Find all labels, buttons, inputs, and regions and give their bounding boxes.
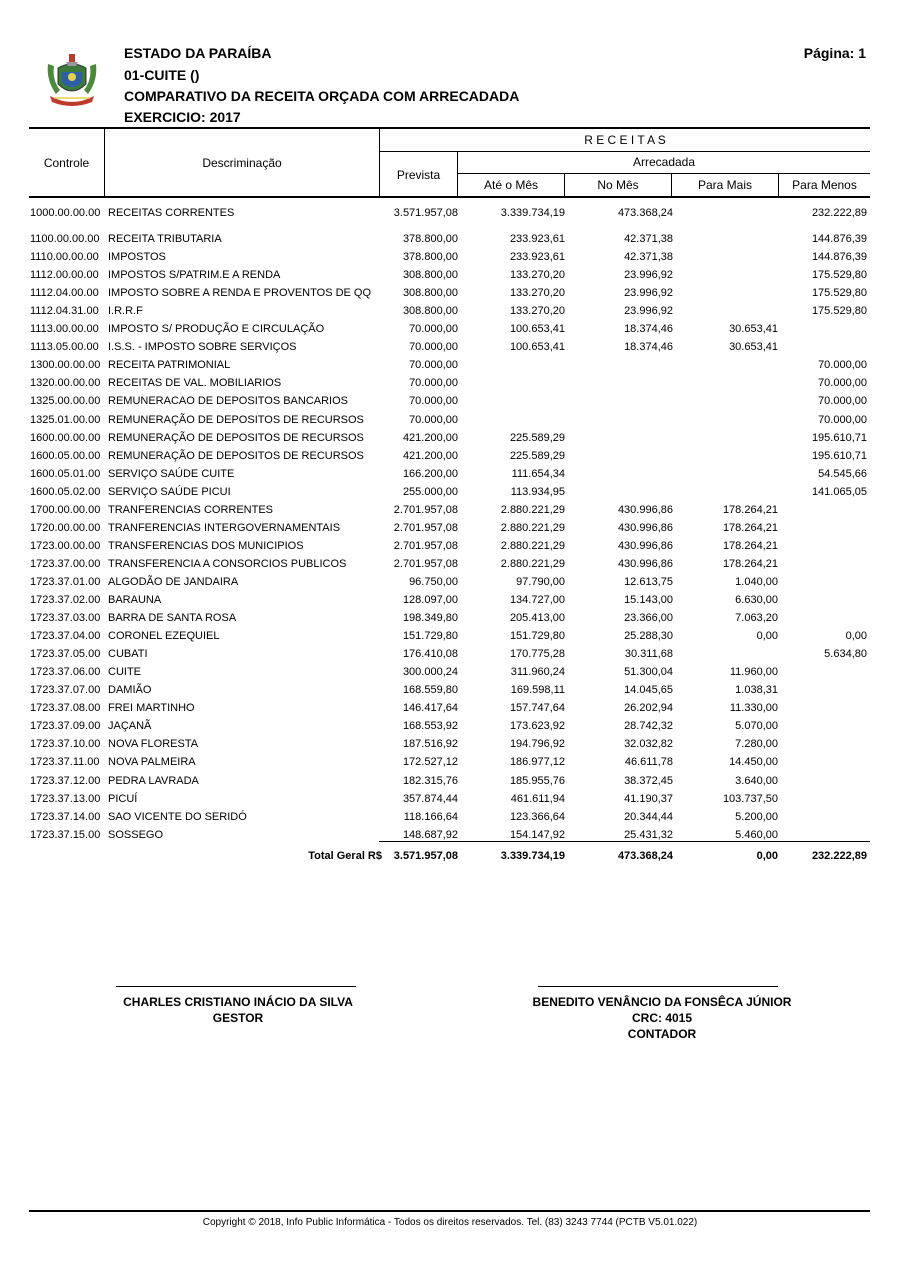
- table-row: [30, 665, 870, 683]
- row-code: 1700.00.00.00: [30, 503, 101, 516]
- table-row: [30, 250, 870, 268]
- row-para-menos: 144.876,39: [811, 251, 867, 264]
- row-description: SOSSEGO: [108, 828, 164, 841]
- row-ate-o-mes: 173.623,92: [509, 720, 565, 733]
- row-code: 1723.37.06.00: [30, 666, 101, 679]
- receitas-divider: [379, 151, 870, 152]
- row-code: 1600.00.00.00: [30, 431, 101, 444]
- row-description: SAO VICENTE DO SERIDÓ: [108, 810, 247, 823]
- report-title: COMPARATIVO DA RECEITA ORÇADA COM ARRECADADA: [124, 88, 520, 104]
- row-para-menos: 54.545,66: [818, 467, 867, 480]
- table-row: [30, 376, 870, 394]
- table-row: [30, 810, 870, 828]
- row-code: 1112.04.31.00: [30, 305, 99, 318]
- row-para-menos: 70.000,00: [818, 359, 867, 372]
- row-code: 1723.37.04.00: [30, 630, 101, 643]
- row-para-menos: 175.529,80: [811, 287, 867, 300]
- row-ate-o-mes: 461.611,94: [510, 792, 565, 805]
- row-code: 1723.37.14.00: [30, 810, 101, 823]
- row-para-mais: 30.653,41: [729, 341, 778, 354]
- signature-right: [508, 994, 816, 1042]
- row-ate-o-mes: 185.955,76: [509, 774, 565, 787]
- row-prevista: 2.701.957,08: [393, 503, 458, 516]
- row-description: ALGODÃO DE JANDAIRA: [108, 575, 239, 588]
- row-prevista: 70.000,00: [409, 395, 458, 408]
- table-row: [30, 755, 870, 773]
- row-prevista: 187.516,92: [402, 738, 458, 751]
- row-ate-o-mes: 151.729,80: [509, 630, 565, 643]
- table-top-border: [29, 127, 870, 129]
- row-ate-o-mes: 111.654,34: [511, 467, 565, 480]
- row-description: DAMIÃO: [108, 684, 152, 697]
- row-code: 1112.00.00.00: [30, 269, 99, 282]
- row-prevista: 151.729,80: [402, 630, 458, 643]
- table-row: [30, 232, 870, 250]
- row-no-mes: 430.996,86: [617, 557, 673, 570]
- row-no-mes: 51.300,04: [624, 666, 673, 679]
- no-mes-header: No Mês: [597, 178, 639, 192]
- row-ate-o-mes: 100.653,41: [509, 323, 565, 336]
- table-row: [30, 575, 870, 593]
- row-ate-o-mes: 2.880.221,29: [500, 539, 565, 552]
- row-code: 1325.00.00.00: [30, 395, 101, 408]
- row-prevista: 148.687,92: [402, 828, 458, 841]
- exercise-title: EXERCICIO: 2017: [124, 109, 241, 125]
- row-description: RECEITA TRIBUTARIA: [108, 233, 222, 245]
- row-prevista: 421.200,00: [402, 449, 458, 462]
- row-prevista: 146.417,64: [402, 702, 458, 715]
- row-ate-o-mes: 157.747,64: [509, 702, 565, 715]
- copyright-footer: Copyright © 2018, Info Public Informática - Todos os direitos reservados. Tel. (83) 3243 7744 (PCTB V5.01.022): [202, 1217, 698, 1228]
- row-prevista: 3.571.957,08: [393, 207, 458, 219]
- row-description: TRANFERENCIAS INTERGOVERNAMENTAIS: [108, 521, 341, 534]
- row-prevista: 70.000,00: [409, 359, 458, 372]
- row-code: 1000.00.00.00: [30, 207, 101, 219]
- row-prevista: 168.553,92: [402, 720, 458, 733]
- row-prevista: 308.800,00: [402, 287, 458, 300]
- row-para-menos: 70.000,00: [818, 395, 867, 408]
- row-para-menos: 195.610,71: [811, 449, 867, 462]
- table-row: [30, 304, 870, 322]
- total-prevista: 3.571.957,08: [393, 850, 458, 862]
- row-no-mes: 23.996,92: [624, 269, 673, 282]
- row-para-mais: 3.640,00: [735, 774, 778, 787]
- row-no-mes: 28.742,32: [624, 720, 673, 733]
- row-prevista: 378.800,00: [402, 233, 458, 245]
- row-no-mes: 25.431,32: [624, 828, 673, 841]
- row-code: 1723.37.01.00: [30, 575, 101, 588]
- row-no-mes: 430.996,86: [617, 503, 673, 516]
- row-para-mais: 1.038,31: [735, 684, 778, 697]
- row-prevista: 70.000,00: [409, 323, 458, 336]
- row-code: 1100.00.00.00: [30, 233, 100, 245]
- row-no-mes: 18.374,46: [624, 341, 673, 354]
- table-row: [30, 629, 870, 647]
- row-code: 1723.37.11.00: [30, 756, 100, 769]
- table-row: [30, 286, 870, 304]
- table-row: [30, 593, 870, 611]
- row-code: 1600.05.02.00: [30, 485, 101, 498]
- table-row: [30, 539, 870, 557]
- row-code: 1110.00.00.00: [30, 251, 99, 264]
- row-no-mes: 42.371,38: [624, 233, 673, 245]
- row-description: SERVIÇO SAÚDE PICUI: [108, 485, 231, 498]
- row-code: 1300.00.00.00: [30, 359, 101, 372]
- row-para-menos: 232.222,89: [811, 207, 867, 219]
- row-description: REMUNERAÇÃO DE DEPOSITOS DE RECURSOS: [108, 413, 364, 426]
- row-prevista: 198.349,80: [402, 612, 458, 625]
- row-para-menos: 175.529,80: [811, 305, 867, 318]
- controle-header: Controle: [43, 156, 90, 170]
- row-para-mais: 5.070,00: [735, 720, 778, 733]
- row-code: 1723.37.13.00: [30, 792, 101, 805]
- row-description: NOVA PALMEIRA: [108, 756, 196, 769]
- row-no-mes: 30.311,68: [624, 648, 673, 661]
- row-description: IMPOSTO S/ PRODUÇÃO E CIRCULAÇÃO: [108, 323, 325, 336]
- row-description: REMUNERAÇÃO DE DEPOSITOS DE RECURSOS: [108, 431, 364, 444]
- row-description: RECEITAS DE VAL. MOBILIARIOS: [108, 377, 282, 390]
- gestor-role: GESTOR: [212, 1011, 264, 1025]
- row-no-mes: 15.143,00: [624, 594, 673, 606]
- row-description: RECEITAS CORRENTES: [108, 207, 235, 219]
- table-row: [30, 431, 870, 449]
- row-prevista: 378.800,00: [402, 251, 458, 264]
- row-code: 1723.37.05.00: [30, 648, 101, 661]
- row-para-mais: 6.630,00: [735, 594, 778, 606]
- row-prevista: 166.200,00: [402, 467, 458, 480]
- row-code: 1720.00.00.00: [30, 521, 101, 534]
- row-para-mais: 11.330,00: [729, 702, 778, 715]
- row-para-mais: 1.040,00: [735, 575, 778, 588]
- row-para-mais: 178.264,21: [722, 521, 778, 534]
- state-title: ESTADO DA PARAÍBA: [124, 45, 272, 61]
- row-description: IMPOSTO SOBRE A RENDA E PROVENTOS DE QQ: [108, 287, 372, 300]
- row-para-menos: 141.065,05: [811, 485, 867, 498]
- table-row: [30, 521, 870, 539]
- row-description: REMUNERACAO DE DEPOSITOS BANCARIOS: [108, 395, 349, 408]
- total-top-border: [379, 841, 870, 842]
- contador-crc: CRC: 4015: [631, 1011, 693, 1025]
- row-description: PEDRA LAVRADA: [108, 774, 199, 787]
- row-no-mes: 46.611,78: [624, 756, 673, 769]
- header-bottom-border: [29, 196, 870, 198]
- row-no-mes: 20.344,44: [624, 810, 673, 823]
- row-prevista: 255.000,00: [402, 485, 458, 498]
- row-ate-o-mes: 169.598,11: [510, 684, 565, 697]
- row-ate-o-mes: 186.977,12: [509, 756, 565, 769]
- total-para-menos: 232.222,89: [811, 850, 867, 862]
- row-ate-o-mes: 113.934,95: [510, 485, 565, 498]
- row-no-mes: 25.288,30: [624, 630, 673, 643]
- row-description: NOVA FLORESTA: [108, 738, 199, 751]
- row-no-mes: 23.996,92: [624, 305, 673, 318]
- row-description: JAÇANÃ: [108, 720, 152, 733]
- table-row: [30, 701, 870, 719]
- row-description: SERVIÇO SAÚDE CUITE: [108, 467, 235, 480]
- table-row: [30, 792, 870, 810]
- row-code: 1600.05.00.00: [30, 449, 101, 462]
- row-para-mais: 7.280,00: [735, 738, 778, 751]
- row-para-mais: 0,00: [756, 630, 778, 643]
- row-code: 1723.37.09.00: [30, 720, 101, 733]
- row-prevista: 70.000,00: [409, 413, 458, 426]
- row-ate-o-mes: 205.413,00: [509, 612, 565, 625]
- page-number: Página: 1: [803, 45, 866, 61]
- row-prevista: 421.200,00: [402, 431, 458, 444]
- table-row: [30, 774, 870, 792]
- entity-title: 01-CUITE (): [124, 67, 200, 83]
- table-row: [30, 828, 870, 846]
- table-row: [30, 611, 870, 629]
- total-ate-o-mes: 3.339.734,19: [500, 850, 565, 862]
- contador-name: BENEDITO VENÂNCIO DA FONSÊCA JÚNIOR: [532, 995, 792, 1009]
- row-no-mes: 32.032,82: [624, 738, 673, 751]
- row-ate-o-mes: 154.147,92: [509, 828, 565, 841]
- ate-o-mes-header: Até o Mês: [483, 178, 539, 192]
- row-prevista: 357.874,44: [402, 792, 458, 805]
- row-para-mais: 5.460,00: [735, 828, 778, 841]
- row-prevista: 182.315,76: [402, 774, 458, 787]
- table-row: [30, 268, 870, 286]
- table-row: [30, 485, 870, 503]
- row-ate-o-mes: 3.339.734,19: [500, 207, 565, 219]
- row-code: 1113.05.00.00: [30, 341, 99, 354]
- row-description: TRANSFERENCIAS DOS MUNICIPIOS: [108, 539, 304, 552]
- table-row: [30, 358, 870, 376]
- table-row: [30, 467, 870, 485]
- row-ate-o-mes: 225.589,29: [509, 449, 565, 462]
- row-code: 1112.04.00.00: [30, 287, 99, 300]
- arrecadada-divider: [457, 173, 870, 174]
- row-prevista: 96.750,00: [409, 575, 458, 588]
- row-prevista: 308.800,00: [402, 269, 458, 282]
- row-prevista: 168.559,80: [402, 684, 458, 697]
- contador-role: CONTADOR: [627, 1027, 697, 1041]
- row-description: IMPOSTOS: [108, 251, 166, 264]
- row-prevista: 308.800,00: [402, 305, 458, 318]
- row-para-mais: 5.200,00: [735, 810, 778, 823]
- row-code: 1325.01.00.00: [30, 413, 101, 426]
- row-description: I.R.R.F: [108, 305, 143, 318]
- row-prevista: 300.000,24: [402, 666, 458, 679]
- row-code: 1723.37.08.00: [30, 702, 101, 715]
- row-prevista: 2.701.957,08: [393, 521, 458, 534]
- row-para-mais: 7.063,20: [735, 612, 778, 625]
- row-code: 1723.37.10.00: [30, 738, 101, 751]
- table-row: [30, 206, 870, 224]
- row-description: TRANFERENCIAS CORRENTES: [108, 503, 274, 516]
- row-code: 1723.37.00.00: [30, 557, 101, 570]
- row-code: 1723.37.07.00: [30, 684, 101, 697]
- row-description: CUBATI: [108, 648, 148, 661]
- row-description: REMUNERAÇÃO DE DEPOSITOS DE RECURSOS: [108, 449, 364, 462]
- row-ate-o-mes: 2.880.221,29: [500, 521, 565, 534]
- arrecadada-header: Arrecadada: [632, 155, 696, 169]
- row-description: TRANSFERENCIA A CONSORCIOS PUBLICOS: [108, 557, 347, 570]
- para-menos-header: Para Menos: [792, 178, 857, 192]
- row-prevista: 176.410,08: [402, 648, 458, 661]
- row-description: IMPOSTOS S/PATRIM.E A RENDA: [108, 269, 281, 282]
- row-description: RECEITA PATRIMONIAL: [108, 359, 231, 372]
- total-para-mais: 0,00: [756, 850, 778, 862]
- row-no-mes: 23.366,00: [624, 612, 673, 625]
- footer-border: [29, 1210, 870, 1212]
- row-ate-o-mes: 311.960,24: [510, 666, 565, 679]
- row-description: BARAUNA: [108, 594, 162, 606]
- row-para-mais: 14.450,00: [729, 756, 778, 769]
- row-no-mes: 12.613,75: [624, 575, 673, 588]
- row-ate-o-mes: 170.775,28: [509, 648, 565, 661]
- row-para-menos: 0,00: [845, 630, 867, 643]
- row-no-mes: 430.996,86: [617, 539, 673, 552]
- row-code: 1723.37.12.00: [30, 774, 101, 787]
- row-code: 1113.00.00.00: [30, 323, 99, 336]
- row-code: 1723.37.15.00: [30, 828, 101, 841]
- row-prevista: 128.097,00: [402, 594, 458, 606]
- row-para-mais: 103.737,50: [722, 792, 778, 805]
- row-ate-o-mes: 133.270,20: [509, 269, 565, 282]
- row-ate-o-mes: 100.653,41: [509, 341, 565, 354]
- signature-line-left: [116, 986, 356, 987]
- row-description: PICUÍ: [108, 792, 138, 805]
- table-row: [30, 683, 870, 701]
- row-prevista: 118.166,64: [403, 810, 458, 823]
- row-ate-o-mes: 133.270,20: [509, 305, 565, 318]
- row-no-mes: 23.996,92: [624, 287, 673, 300]
- table-row: [30, 322, 870, 340]
- row-code: 1723.00.00.00: [30, 539, 101, 552]
- row-no-mes: 42.371,38: [624, 251, 673, 264]
- row-prevista: 70.000,00: [409, 341, 458, 354]
- row-para-menos: 175.529,80: [811, 269, 867, 282]
- row-para-mais: 178.264,21: [722, 557, 778, 570]
- row-no-mes: 473.368,24: [617, 207, 673, 219]
- prevista-header: Prevista: [396, 168, 441, 182]
- row-para-mais: 178.264,21: [722, 503, 778, 516]
- para-mais-header: Para Mais: [697, 178, 753, 192]
- row-ate-o-mes: 225.589,29: [509, 431, 565, 444]
- signature-left: [88, 994, 388, 1026]
- row-para-mais: 11.960,00: [729, 666, 778, 679]
- descricao-header: Descriminação: [202, 156, 282, 170]
- table-row: [30, 557, 870, 575]
- row-no-mes: 14.045,65: [624, 684, 673, 697]
- row-description: FREI MARTINHO: [108, 702, 195, 715]
- row-description: CUITE: [108, 666, 141, 679]
- table-row: [30, 394, 870, 412]
- row-ate-o-mes: 133.270,20: [509, 287, 565, 300]
- table-row: [30, 413, 870, 431]
- row-prevista: 172.527,12: [402, 756, 458, 769]
- row-prevista: 2.701.957,08: [393, 557, 458, 570]
- gestor-name: CHARLES CRISTIANO INÁCIO DA SILVA: [123, 995, 353, 1009]
- row-para-menos: 144.876,39: [811, 233, 867, 245]
- signature-line-right: [538, 986, 778, 987]
- row-para-mais: 30.653,41: [729, 323, 778, 336]
- row-ate-o-mes: 2.880.221,29: [500, 503, 565, 516]
- row-para-menos: 70.000,00: [818, 413, 867, 426]
- row-code: 1723.37.02.00: [30, 594, 101, 606]
- row-para-menos: 5.634,80: [824, 648, 867, 661]
- row-ate-o-mes: 233.923,61: [509, 251, 565, 264]
- row-description: CORONEL EZEQUIEL: [108, 630, 220, 643]
- row-code: 1723.37.03.00: [30, 612, 101, 625]
- row-prevista: 70.000,00: [409, 377, 458, 390]
- row-para-mais: 178.264,21: [722, 539, 778, 552]
- row-no-mes: 26.202,94: [624, 702, 673, 715]
- table-row: [30, 340, 870, 358]
- coat-of-arms-icon: [42, 50, 102, 110]
- row-description: I.S.S. - IMPOSTO SOBRE SERVIÇOS: [108, 341, 297, 354]
- table-row: [30, 719, 870, 737]
- total-no-mes: 473.368,24: [617, 850, 673, 862]
- receitas-header: R E C E I T A S: [584, 133, 666, 147]
- table-row: [30, 449, 870, 467]
- row-ate-o-mes: 97.790,00: [516, 575, 565, 588]
- table-row: [30, 503, 870, 521]
- table-row: [30, 737, 870, 755]
- row-para-menos: 70.000,00: [818, 377, 867, 390]
- total-label: Total Geral R$: [308, 850, 382, 862]
- row-no-mes: 38.372,45: [624, 774, 673, 787]
- total-row: [30, 849, 870, 867]
- row-no-mes: 430.996,86: [617, 521, 673, 534]
- row-no-mes: 18.374,46: [624, 323, 673, 336]
- row-ate-o-mes: 194.796,92: [509, 738, 565, 751]
- table-row: [30, 647, 870, 665]
- row-code: 1600.05.01.00: [30, 467, 101, 480]
- row-no-mes: 41.190,37: [624, 792, 673, 805]
- row-ate-o-mes: 233.923,61: [509, 233, 565, 245]
- row-para-menos: 195.610,71: [811, 431, 867, 444]
- row-ate-o-mes: 134.727,00: [509, 594, 565, 606]
- row-description: BARRA DE SANTA ROSA: [108, 612, 237, 625]
- row-code: 1320.00.00.00: [30, 377, 101, 390]
- row-prevista: 2.701.957,08: [393, 539, 458, 552]
- row-ate-o-mes: 2.880.221,29: [500, 557, 565, 570]
- row-ate-o-mes: 123.366,64: [509, 810, 565, 823]
